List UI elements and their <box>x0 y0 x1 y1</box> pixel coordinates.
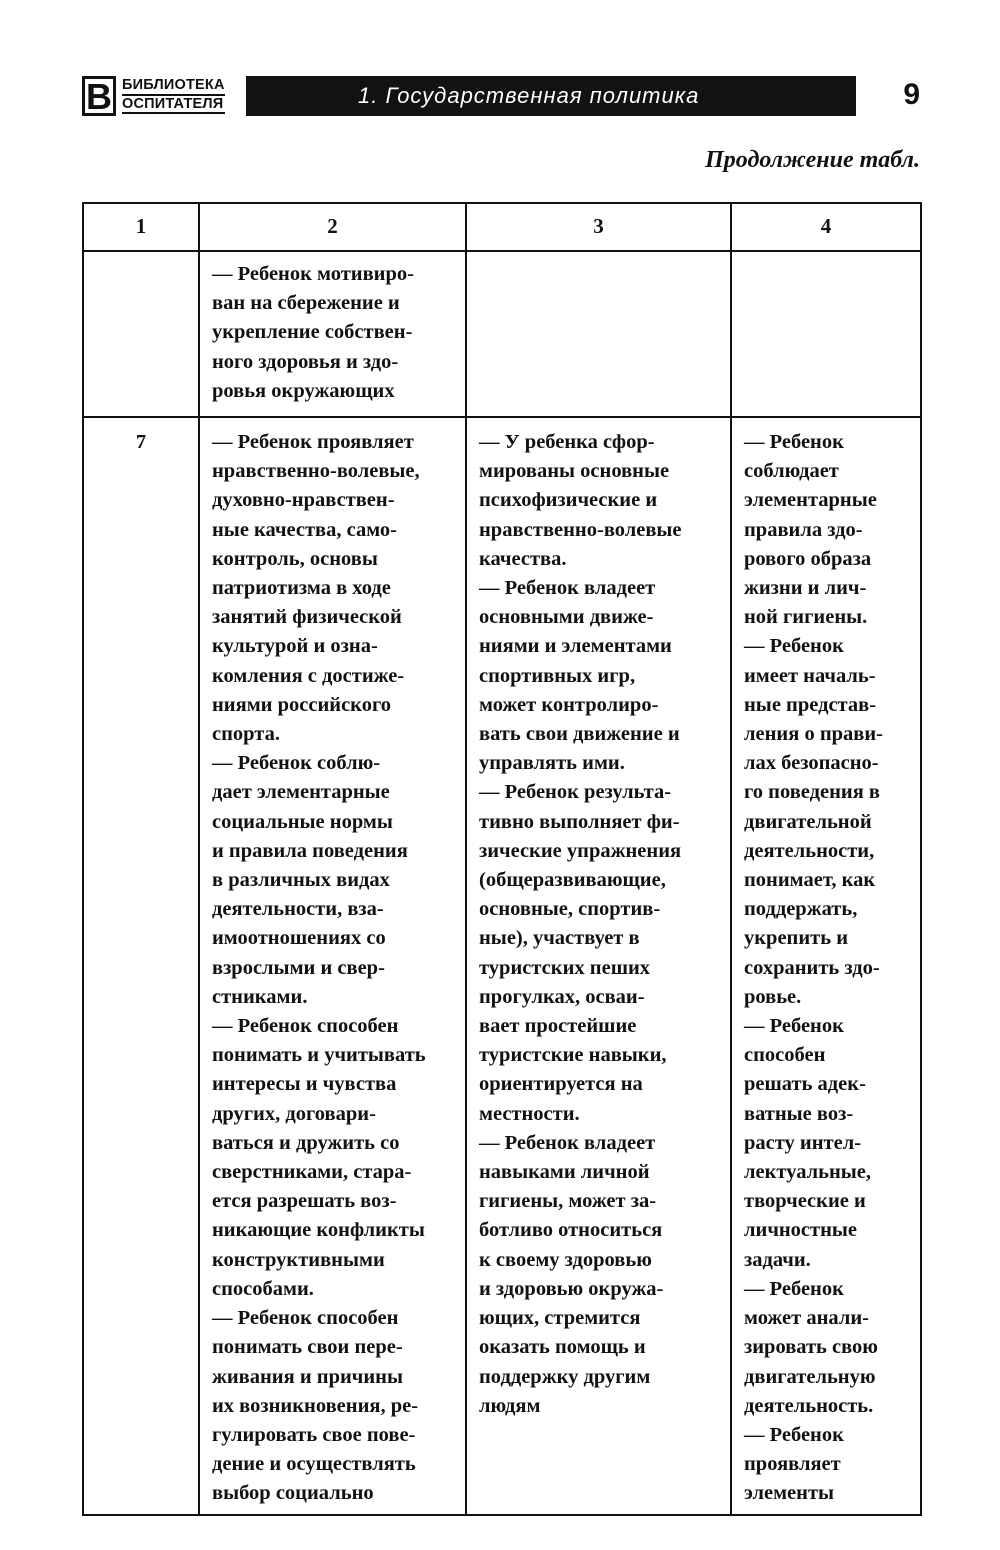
page-number: 9 <box>903 78 920 111</box>
table-continuation-label: Продолжение табл. <box>705 147 920 173</box>
cell-text: — Ребенок проявляет нравственно-волевые, духовно-нравствен- ные качества, само- контроль, основы патриотизма в ходе занятий физической культурой и озна- комления с достиже- ниями российского спорта. — Ребенок соблю- дает элементарные социальные нормы и правила поведения в различных видах деятельности, вза- имоотношениях со взрослыми и свер- стниками. — Ребенок способен понимать и учитывать интересы и чувства других, договари- ваться и дружить со сверстниками, стара- ется разрешать воз- никающие конфликты конструктивными способами. — Ребенок способен понимать свои пере- живания и причины их возникновения, ре- гулировать свое пове- дение и осуществлять выбор социально <box>212 431 426 1505</box>
series-logo-line2: ОСПИТАТЕЛЯ <box>122 96 224 112</box>
column-header: 3 <box>466 203 731 251</box>
cell-text <box>84 252 198 260</box>
table-row <box>83 417 921 1515</box>
row-number: 7 <box>135 431 147 453</box>
table-header-row <box>83 203 921 251</box>
table-cell <box>199 417 466 1515</box>
column-header: 1 <box>83 203 199 251</box>
table-cell <box>466 251 731 417</box>
series-logo-line1: БИБЛИОТЕКА <box>122 77 225 93</box>
table-cell <box>83 417 199 1515</box>
cell-text: — У ребенка сфор- мированы основные психофизические и нравственно-волевые качества. — Ребенок владеет основными движе- ниями и элементами спортивных игр, может контролиро- вать свои движение и управлять ими. — Ребенок результа- тивно выполняет фи- зические упражнения (общеразвивающие, основные, спортив- ные), участвует в туристских пеших прогулках, осваи- вает простейшие туристские навыки, ориентируется на местности. — Ребенок владеет навыками личной гигиены, может за- ботливо относиться к своему здоровью и здоровью окружа- ющих, стремится оказать помощь и поддержку другим людям <box>479 431 682 1417</box>
column-header: 4 <box>731 203 921 251</box>
table-row <box>83 251 921 417</box>
table-cell <box>466 417 731 1515</box>
table-cell <box>731 251 921 417</box>
series-logo-text <box>122 76 225 114</box>
cell-text <box>732 252 920 260</box>
series-logo <box>80 74 246 120</box>
table-cell <box>199 251 466 417</box>
table-cell <box>83 251 199 417</box>
chapter-title: 1. Государственная политика <box>246 76 856 116</box>
cell-text: — Ребенок мотивиро- ван на сбережение и укрепление собствен- ного здоровья и здо- ровья окружающих <box>212 263 414 402</box>
series-logo-letter: B <box>82 76 116 116</box>
running-header <box>80 74 920 122</box>
cell-text: — Ребенок соблюдает элементарные правила здо- рового образа жизни и лич- ной гигиены. — Ребенок имеет началь- ные представ- ления о прави- лах безопасно- го поведения в двигательной деятельности, понимает, как поддержать, укрепить и сохранить здо- ровье. — Ребенок способен решать адек- ватные воз- расту интел- лектуальные, творческие и личностные задачи. — Ребенок может анали- зировать свою двигательную деятельность. — Ребенок проявляет элементы <box>744 431 883 1505</box>
table-cell <box>731 417 921 1515</box>
requirements-table <box>82 202 920 1516</box>
cell-text <box>467 252 730 260</box>
column-header: 2 <box>199 203 466 251</box>
